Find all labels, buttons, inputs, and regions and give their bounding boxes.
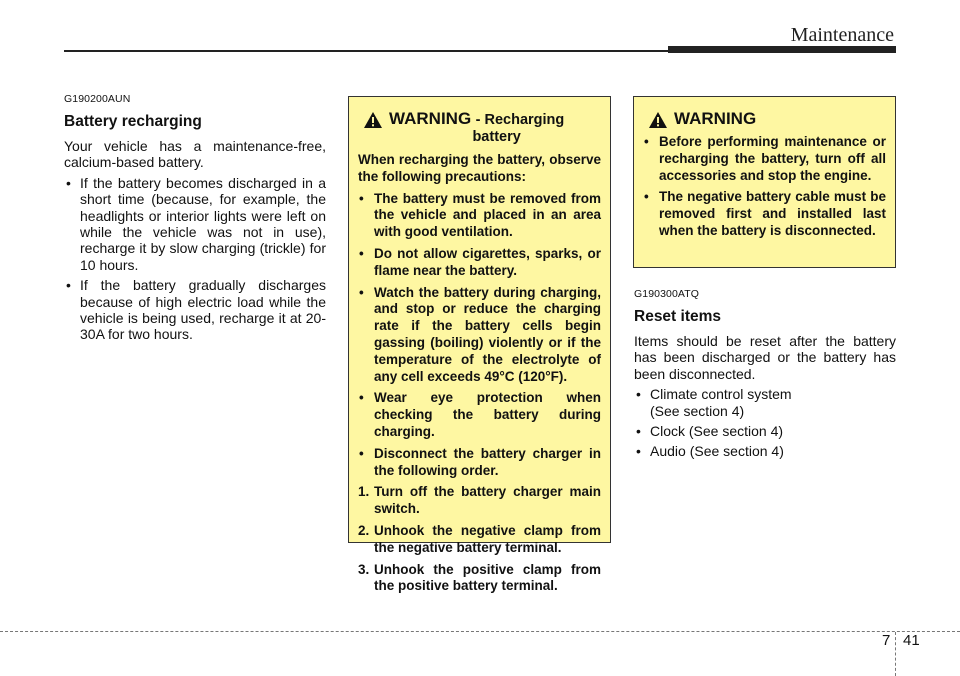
section-code: G190300ATQ (634, 288, 700, 300)
bullet-item: • If the battery becomes discharged in a short time (because, for example, the headlights or interior lights were left on while the vehicle was not in use), recharge it by slow charging (trickle) for 10 hours. (64, 175, 326, 273)
step-text: Turn off the battery charger main switch. (374, 484, 601, 517)
warning-subtitle-line2: battery (472, 129, 521, 145)
warning-step (358, 523, 601, 557)
bullet-item: • If the battery gradually discharges because of high electric load while the vehicle is being used, recharge it at 20-30A for two hours. (64, 277, 326, 343)
reset-list (634, 386, 896, 460)
reset-item: • Audio (See section 4) (634, 443, 896, 459)
reset-items-section (634, 288, 896, 460)
warning-word: WARNING (674, 109, 757, 128)
chapter-number: 7 (882, 632, 891, 649)
warning-bullet: • Wear eye protection when checking the battery during charging. (358, 390, 601, 440)
header-rule (64, 50, 668, 52)
warning-steps (358, 484, 601, 595)
header-rule-accent (668, 46, 896, 53)
warning-header (358, 109, 601, 146)
bullet-list (64, 175, 326, 343)
warning-bullet: • The battery must be removed from the vehicle and placed in an area with good ventilation. (358, 191, 601, 241)
step-text: Unhook the negative clamp from the negative battery terminal. (374, 522, 601, 555)
page-number-divider (895, 632, 896, 676)
warning-bullets (358, 191, 601, 480)
step-number: 3. (358, 561, 370, 577)
warning-subtitle: - Recharging (475, 112, 565, 128)
battery-recharging-section (64, 93, 326, 343)
section-code: G190200AUN (64, 93, 131, 105)
warning-word: WARNING (389, 109, 472, 128)
section-intro: Items should be reset after the battery has been discharged or the battery has been disconnected. (634, 333, 896, 382)
footer-rule (0, 631, 960, 632)
warning-triangle-icon (363, 111, 383, 129)
section-intro: Your vehicle has a maintenance-free, calcium-based battery. (64, 138, 326, 171)
warning-box-maintenance (633, 96, 896, 268)
step-number: 1. (358, 484, 370, 500)
page-number: 41 (903, 632, 920, 649)
step-text: Unhook the positive clamp from the positive battery terminal. (374, 561, 601, 594)
step-number: 2. (358, 522, 370, 538)
section-title: Maintenance (790, 24, 894, 46)
warning-bullets (643, 134, 886, 240)
warning-step (358, 562, 601, 596)
reset-item: • Climate control system (See section 4) (634, 386, 896, 419)
warning-bullet: • Do not allow cigarettes, sparks, or flame near the battery. (358, 246, 601, 280)
section-heading: Battery recharging (64, 113, 202, 130)
warning-bullet: • Disconnect the battery charger in the following order. (358, 446, 601, 480)
warning-intro: When recharging the battery, observe the following precautions: (358, 152, 601, 184)
section-heading: Reset items (634, 308, 722, 325)
warning-bullet: • Before performing maintenance or recharging the battery, turn off all accessories and stop the engine. (643, 134, 886, 184)
reset-item: • Clock (See section 4) (634, 423, 896, 439)
warning-bullet: • The negative battery cable must be removed first and installed last when the battery is disconnected. (643, 189, 886, 239)
warning-header (643, 109, 886, 129)
warning-bullet: • Watch the battery during charging, and stop or reduce the charging rate if the battery cells begin gassing (boiling) violently or if the temperature of the electrolyte of any cell exceeds 49°C (120°F). (358, 285, 601, 386)
warning-box-recharging (348, 96, 611, 594)
warning-triangle-icon (648, 111, 668, 129)
warning-step (358, 484, 601, 518)
